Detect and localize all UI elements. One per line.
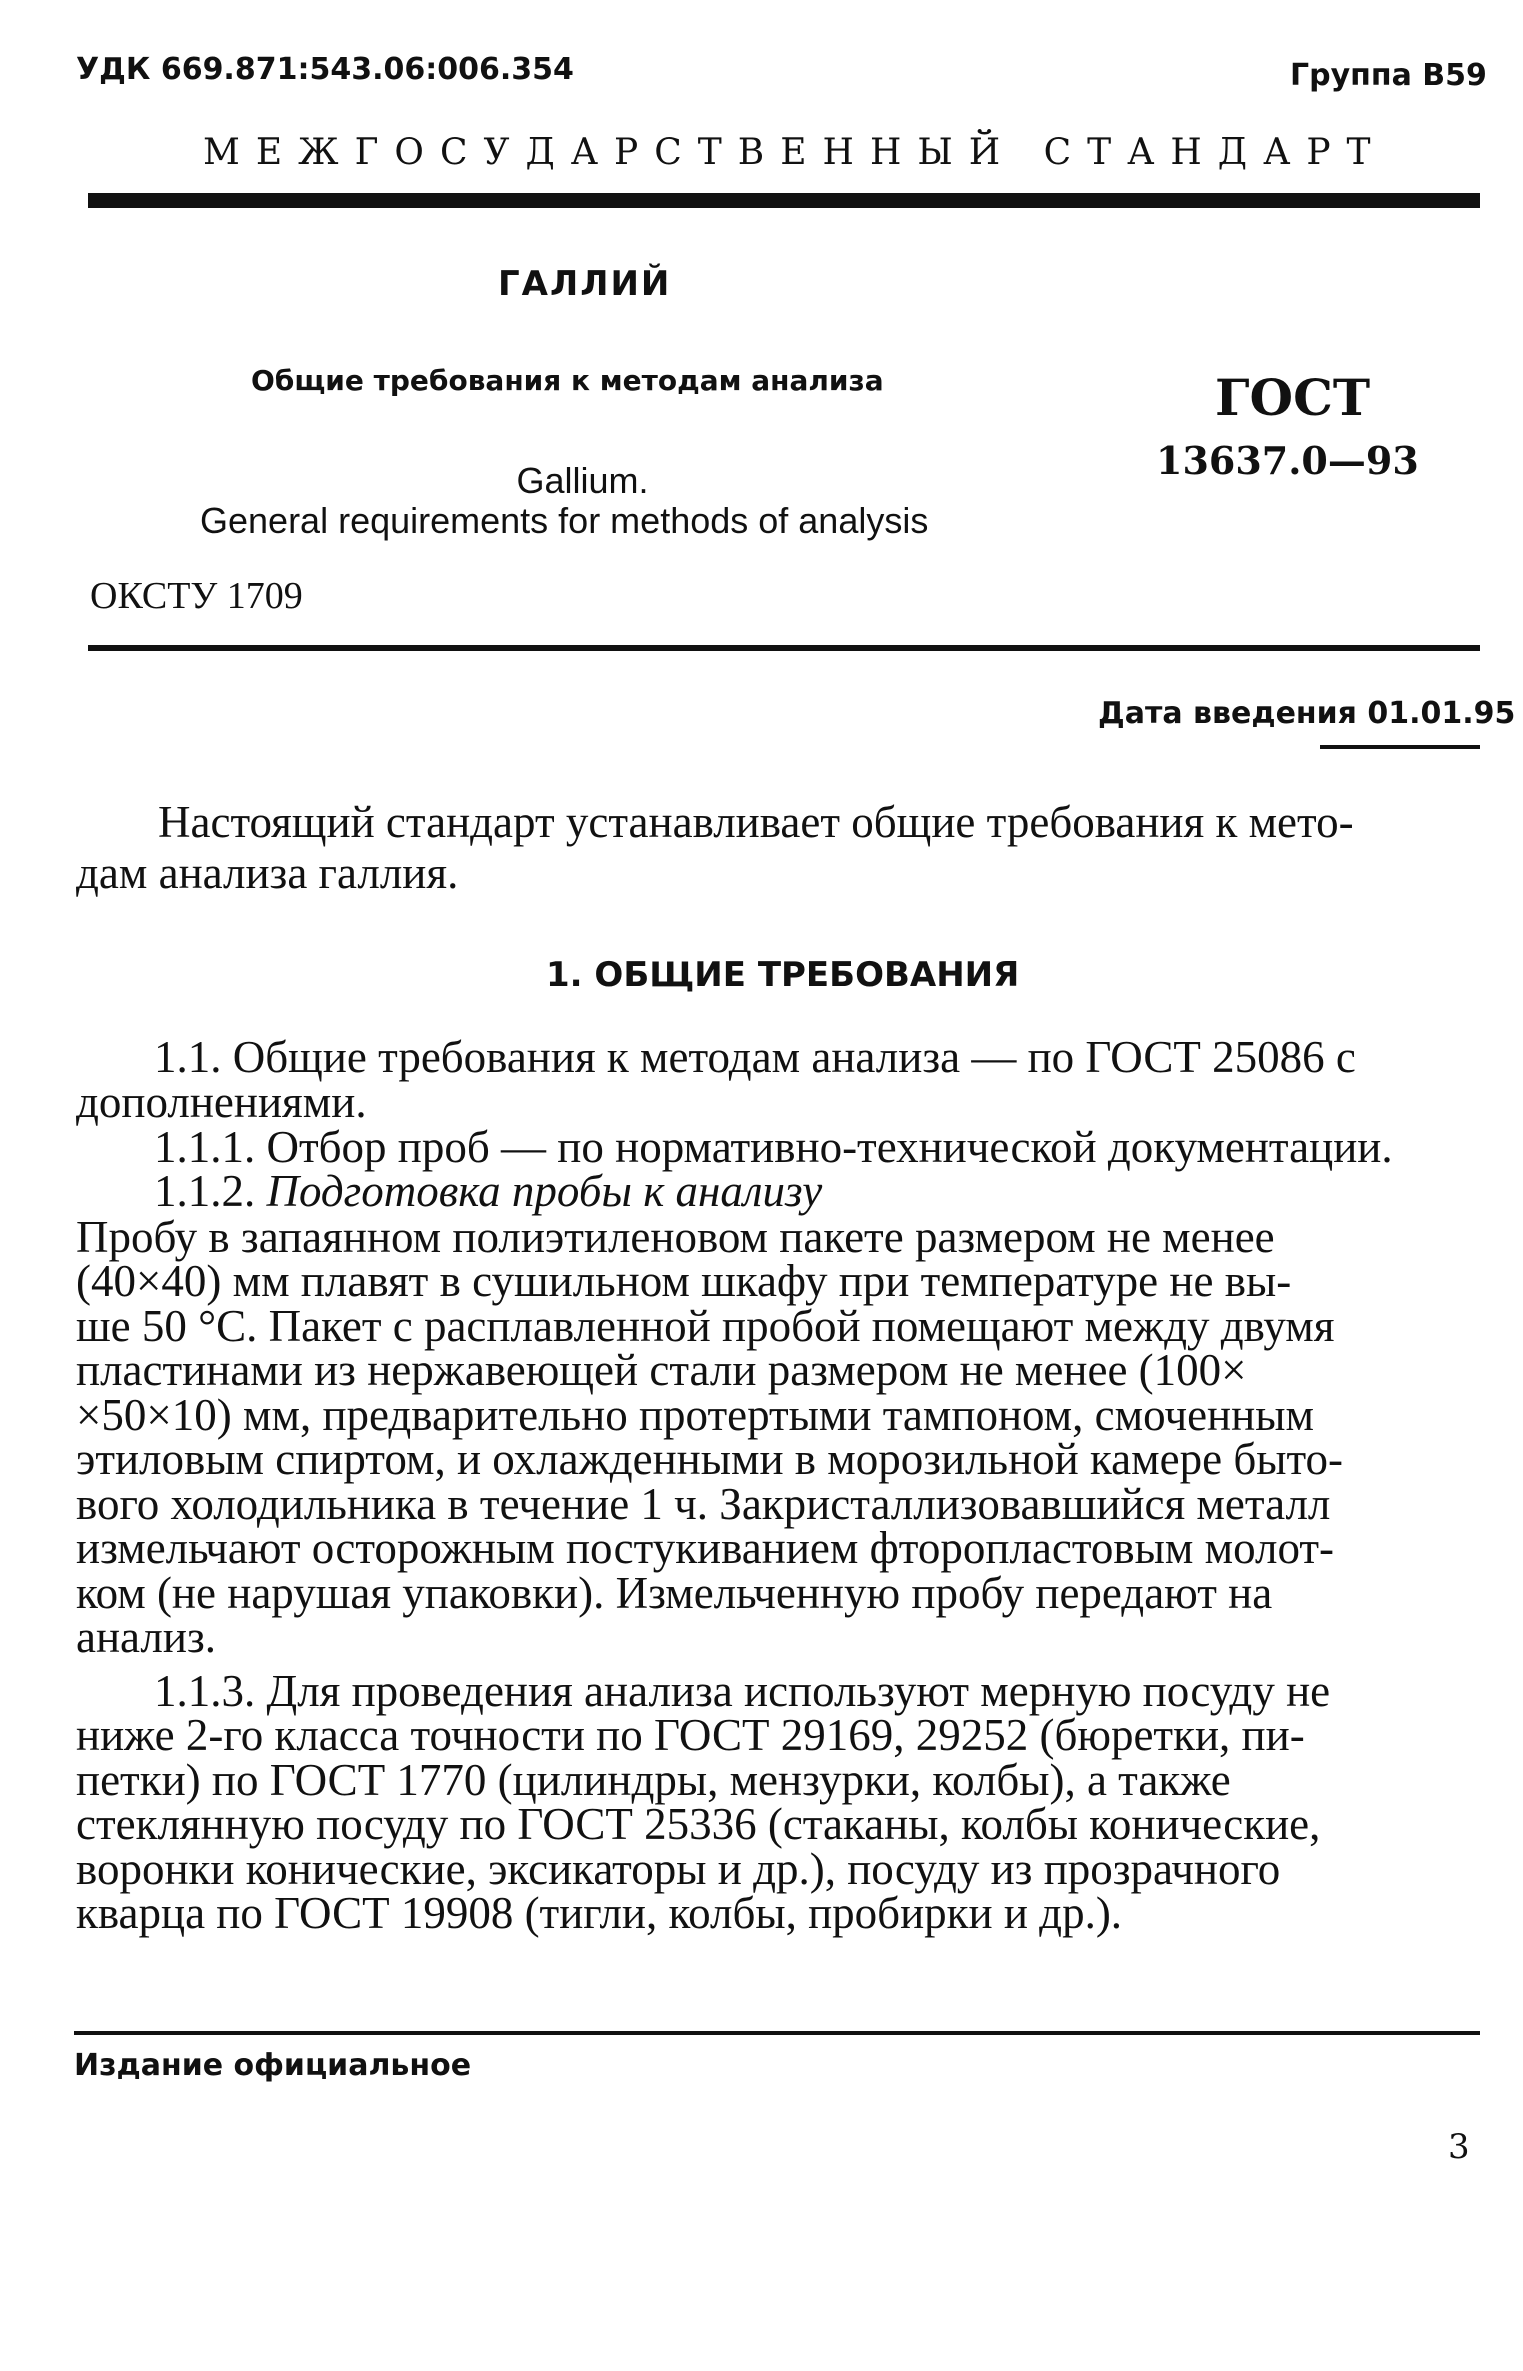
sample-prep-line: измельчают осторожным постукиванием фторопластовым молот-	[76, 1523, 1335, 1573]
clause-1-1-line-1: 1.1. Общие требования к методам анализа — по ГОСТ 25086 с	[154, 1032, 1356, 1082]
clause-1-1-2	[154, 1166, 823, 1216]
clause-1-1-2-heading: Подготовка пробы к анализу	[266, 1166, 823, 1216]
clause-1-1-1: 1.1.1. Отбор проб — по нормативно-технической документации.	[154, 1122, 1393, 1172]
sample-prep-line: ком (не нарушая упаковки). Измельченную пробу передают на	[76, 1568, 1273, 1618]
official-edition-note: Издание официальное	[74, 2048, 472, 2083]
clause-1-1-3-line: стеклянную посуду по ГОСТ 25336 (стаканы, колбы конические,	[76, 1799, 1321, 1849]
clause-1-1-3-line: петки) по ГОСТ 1770 (цилиндры, мензурки, колбы), а также	[76, 1755, 1231, 1805]
oksty-code: ОКСТУ 1709	[90, 575, 303, 617]
clause-1-1-2-number: 1.1.2.	[154, 1166, 267, 1216]
introduction-date: Дата введения 01.01.95	[1098, 696, 1516, 731]
clause-1-1-3-line: кварца по ГОСТ 19908 (тигли, колбы, пробирки и др.).	[76, 1888, 1123, 1938]
sample-prep-line: ×50×10) мм, предварительно протертыми тампоном, смоченным	[76, 1390, 1314, 1440]
middle-rule	[88, 645, 1480, 651]
group-code: Группа В59	[1290, 58, 1487, 93]
document-subtitle: Общие требования к методам анализа	[251, 364, 884, 397]
clause-1-1-3-line: 1.1.3. Для проведения анализа используют мерную посуду не	[154, 1666, 1331, 1716]
intro-text-line-2: дам анализа галлия.	[76, 848, 459, 898]
sample-prep-line: (40×40) мм плавят в сушильном шкафу при температуре не вы-	[76, 1256, 1292, 1306]
sample-prep-line: ше 50 °С. Пакет с расплавленной пробой помещают между двумя	[76, 1301, 1335, 1351]
english-title-line-1: Gallium.	[516, 460, 649, 501]
sample-prep-line: этиловым спиртом, и охлажденными в морозильной камере быто-	[76, 1434, 1344, 1484]
intro-text-line-1: Настоящий стандарт устанавливает общие требования к мето-	[158, 797, 1354, 847]
gost-label: ГОСТ	[1215, 368, 1371, 427]
section-title: 1. ОБЩИЕ ТРЕБОВАНИЯ	[546, 955, 1020, 995]
sample-prep-line: Пробу в запаянном полиэтиленовом пакете размером не менее	[76, 1212, 1275, 1262]
sample-prep-line: анализ.	[76, 1612, 216, 1662]
footer-rule	[74, 2031, 1480, 2035]
clause-1-1-3-line: воронки конические, эксикаторы и др.), посуду из прозрачного	[76, 1844, 1281, 1894]
page-number: 3	[1448, 2127, 1470, 2167]
english-title-line-2: General requirements for methods of analysis	[200, 500, 929, 541]
standard-type-heading: МЕЖГОСУДАРСТВЕННЫЙ СТАНДАРТ	[203, 132, 1387, 173]
sample-prep-line: вого холодильника в течение 1 ч. Закристаллизовавшийся металл	[76, 1479, 1331, 1529]
top-rule	[88, 193, 1480, 208]
document-title: ГАЛЛИЙ	[498, 264, 672, 304]
sample-prep-line: пластинами из нержавеющей стали размером не менее (100×	[76, 1345, 1247, 1395]
udk-code: УДК 669.871:543.06:006.354	[76, 52, 574, 87]
clause-1-1-3-line: ниже 2-го класса точности по ГОСТ 29169, 29252 (бюретки, пи-	[76, 1710, 1305, 1760]
date-underline	[1320, 745, 1480, 749]
clause-1-1-line-2: дополнениями.	[76, 1077, 367, 1127]
gost-number: 13637.0—93	[1156, 438, 1419, 483]
